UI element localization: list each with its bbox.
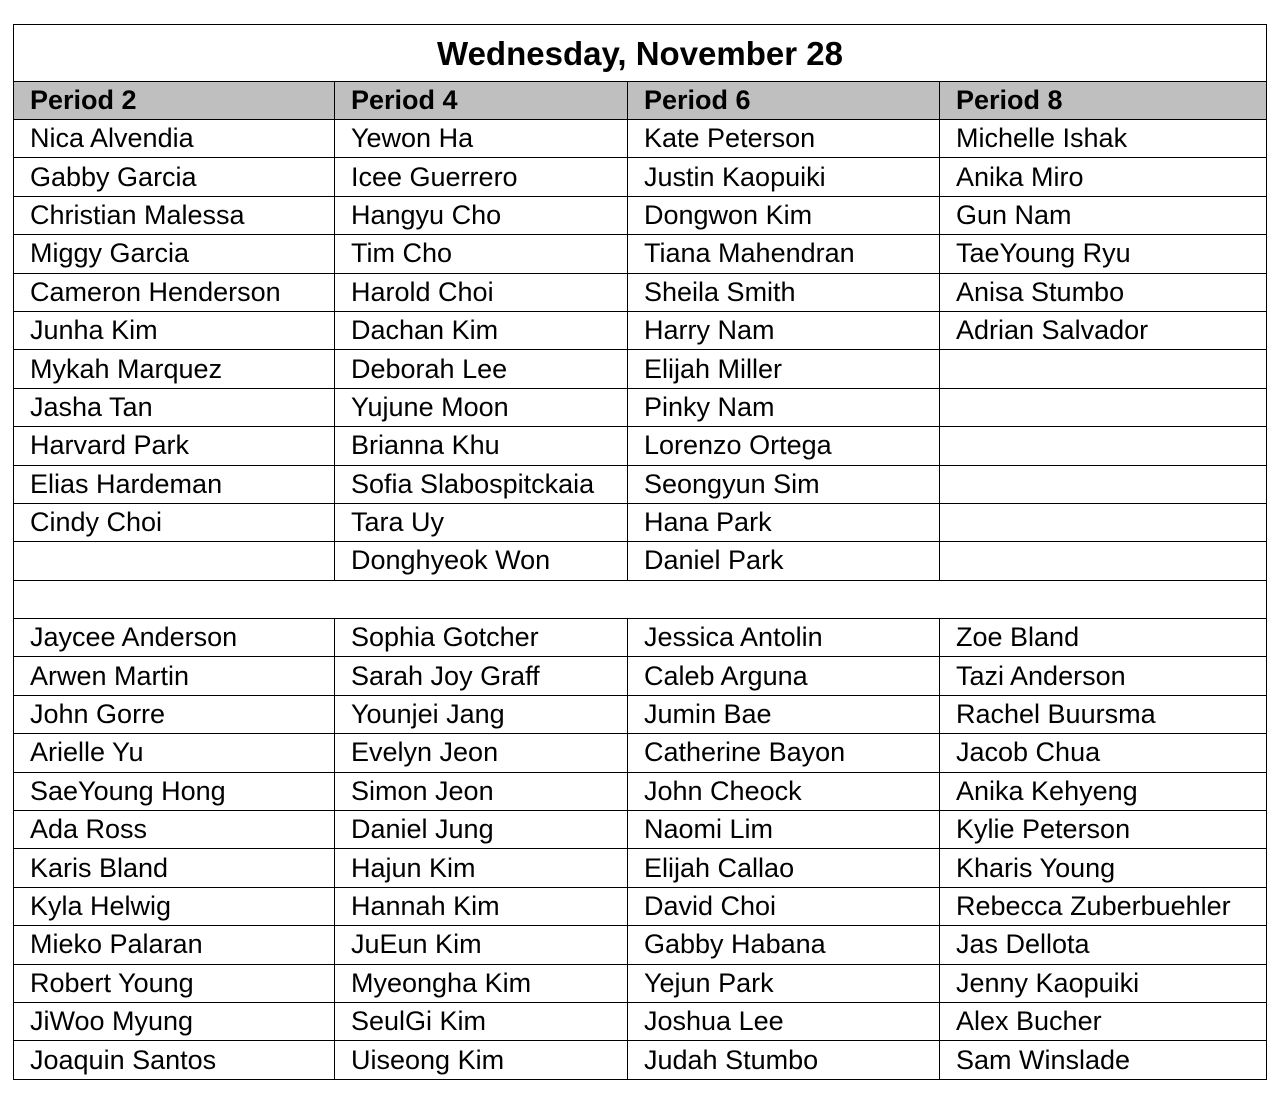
student-row [14,734,1267,772]
student-row [14,542,1267,580]
student-name-cell: Rebecca Zuberbuehler [940,887,1267,925]
student-row [14,695,1267,733]
student-row [14,388,1267,426]
period-header-row [14,82,1267,120]
student-name-cell: Anika Kehyeng [940,772,1267,810]
student-name-cell [940,427,1267,465]
student-name-cell: John Cheock [628,772,940,810]
student-name-cell [940,542,1267,580]
group-separator-row [14,580,1267,618]
student-name-cell: Elijah Callao [628,849,940,887]
student-name-cell: Cindy Choi [14,503,335,541]
student-name-cell: Jenny Kaopuiki [940,964,1267,1002]
student-name-cell: Tazi Anderson [940,657,1267,695]
student-name-cell: Mieko Palaran [14,926,335,964]
student-name-cell: Hajun Kim [335,849,628,887]
student-name-cell: Dongwon Kim [628,196,940,234]
student-name-cell: Younjei Jang [335,695,628,733]
student-name-cell: Jaycee Anderson [14,619,335,657]
student-name-cell: Harvard Park [14,427,335,465]
student-row [14,849,1267,887]
student-name-cell: Joaquin Santos [14,1041,335,1079]
student-name-cell: Dachan Kim [335,311,628,349]
student-row [14,235,1267,273]
student-name-cell: Brianna Khu [335,427,628,465]
student-row [14,811,1267,849]
student-name-cell [14,542,335,580]
student-name-cell: SeulGi Kim [335,1002,628,1040]
period-header: Period 4 [335,82,628,120]
student-name-cell: Sarah Joy Graff [335,657,628,695]
student-name-cell: Christian Malessa [14,196,335,234]
student-name-cell: Elias Hardeman [14,465,335,503]
student-name-cell: TaeYoung Ryu [940,235,1267,273]
student-name-cell: Jas Dellota [940,926,1267,964]
student-name-cell: Tim Cho [335,235,628,273]
student-name-cell [940,503,1267,541]
student-name-cell: Zoe Bland [940,619,1267,657]
student-name-cell: JuEun Kim [335,926,628,964]
student-name-cell: Justin Kaopuiki [628,158,940,196]
student-name-cell: Miggy Garcia [14,235,335,273]
student-name-cell: Michelle Ishak [940,120,1267,158]
title-row [14,25,1267,82]
student-name-cell: Kate Peterson [628,120,940,158]
period-header: Period 6 [628,82,940,120]
schedule-title: Wednesday, November 28 [14,25,1267,82]
student-name-cell: Tara Uy [335,503,628,541]
student-name-cell: Robert Young [14,964,335,1002]
student-name-cell [940,465,1267,503]
student-name-cell: Arwen Martin [14,657,335,695]
student-row [14,465,1267,503]
student-name-cell: Hana Park [628,503,940,541]
student-row [14,120,1267,158]
student-row [14,311,1267,349]
student-name-cell: Nica Alvendia [14,120,335,158]
student-name-cell: JiWoo Myung [14,1002,335,1040]
student-name-cell: Kyla Helwig [14,887,335,925]
student-name-cell: Arielle Yu [14,734,335,772]
student-name-cell: Adrian Salvador [940,311,1267,349]
student-row [14,427,1267,465]
student-name-cell: Simon Jeon [335,772,628,810]
student-name-cell: Kylie Peterson [940,811,1267,849]
student-name-cell: Yewon Ha [335,120,628,158]
student-name-cell: Lorenzo Ortega [628,427,940,465]
student-name-cell: Caleb Arguna [628,657,940,695]
student-name-cell: Seongyun Sim [628,465,940,503]
student-row [14,1041,1267,1079]
student-name-cell: Mykah Marquez [14,350,335,388]
student-name-cell: Sheila Smith [628,273,940,311]
student-name-cell: Sofia Slabospitckaia [335,465,628,503]
student-name-cell: Evelyn Jeon [335,734,628,772]
period-header: Period 8 [940,82,1267,120]
student-name-cell: Harry Nam [628,311,940,349]
student-name-cell: John Gorre [14,695,335,733]
student-row [14,503,1267,541]
student-row [14,196,1267,234]
student-name-cell: Karis Bland [14,849,335,887]
student-name-cell: Harold Choi [335,273,628,311]
student-name-cell: Naomi Lim [628,811,940,849]
student-name-cell: Yejun Park [628,964,940,1002]
student-name-cell: Daniel Jung [335,811,628,849]
student-name-cell [940,350,1267,388]
student-row [14,657,1267,695]
student-name-cell: Rachel Buursma [940,695,1267,733]
student-name-cell: David Choi [628,887,940,925]
student-name-cell: Daniel Park [628,542,940,580]
student-name-cell: SaeYoung Hong [14,772,335,810]
student-row [14,772,1267,810]
student-name-cell: Joshua Lee [628,1002,940,1040]
student-row [14,926,1267,964]
student-name-cell: Jessica Antolin [628,619,940,657]
student-name-cell: Jumin Bae [628,695,940,733]
student-name-cell: Anisa Stumbo [940,273,1267,311]
student-name-cell: Jasha Tan [14,388,335,426]
student-name-cell: Cameron Henderson [14,273,335,311]
student-row [14,350,1267,388]
student-name-cell: Uiseong Kim [335,1041,628,1079]
student-name-cell: Junha Kim [14,311,335,349]
schedule-table [13,24,1267,1080]
student-name-cell: Catherine Bayon [628,734,940,772]
student-name-cell: Gabby Garcia [14,158,335,196]
student-name-cell: Sophia Gotcher [335,619,628,657]
student-name-cell: Jacob Chua [940,734,1267,772]
student-name-cell: Icee Guerrero [335,158,628,196]
student-row [14,619,1267,657]
student-name-cell: Deborah Lee [335,350,628,388]
student-name-cell: Hangyu Cho [335,196,628,234]
student-name-cell: Anika Miro [940,158,1267,196]
student-name-cell: Gabby Habana [628,926,940,964]
student-row [14,273,1267,311]
student-name-cell: Kharis Young [940,849,1267,887]
student-row [14,158,1267,196]
student-name-cell: Myeongha Kim [335,964,628,1002]
student-name-cell: Pinky Nam [628,388,940,426]
student-name-cell: Donghyeok Won [335,542,628,580]
student-name-cell: Sam Winslade [940,1041,1267,1079]
student-row [14,887,1267,925]
student-name-cell: Yujune Moon [335,388,628,426]
student-name-cell: Gun Nam [940,196,1267,234]
student-name-cell: Ada Ross [14,811,335,849]
group-separator [14,580,1267,618]
period-header: Period 2 [14,82,335,120]
student-name-cell: Judah Stumbo [628,1041,940,1079]
student-row [14,964,1267,1002]
student-row [14,1002,1267,1040]
student-name-cell: Alex Bucher [940,1002,1267,1040]
student-name-cell: Tiana Mahendran [628,235,940,273]
student-name-cell: Hannah Kim [335,887,628,925]
student-name-cell [940,388,1267,426]
student-name-cell: Elijah Miller [628,350,940,388]
